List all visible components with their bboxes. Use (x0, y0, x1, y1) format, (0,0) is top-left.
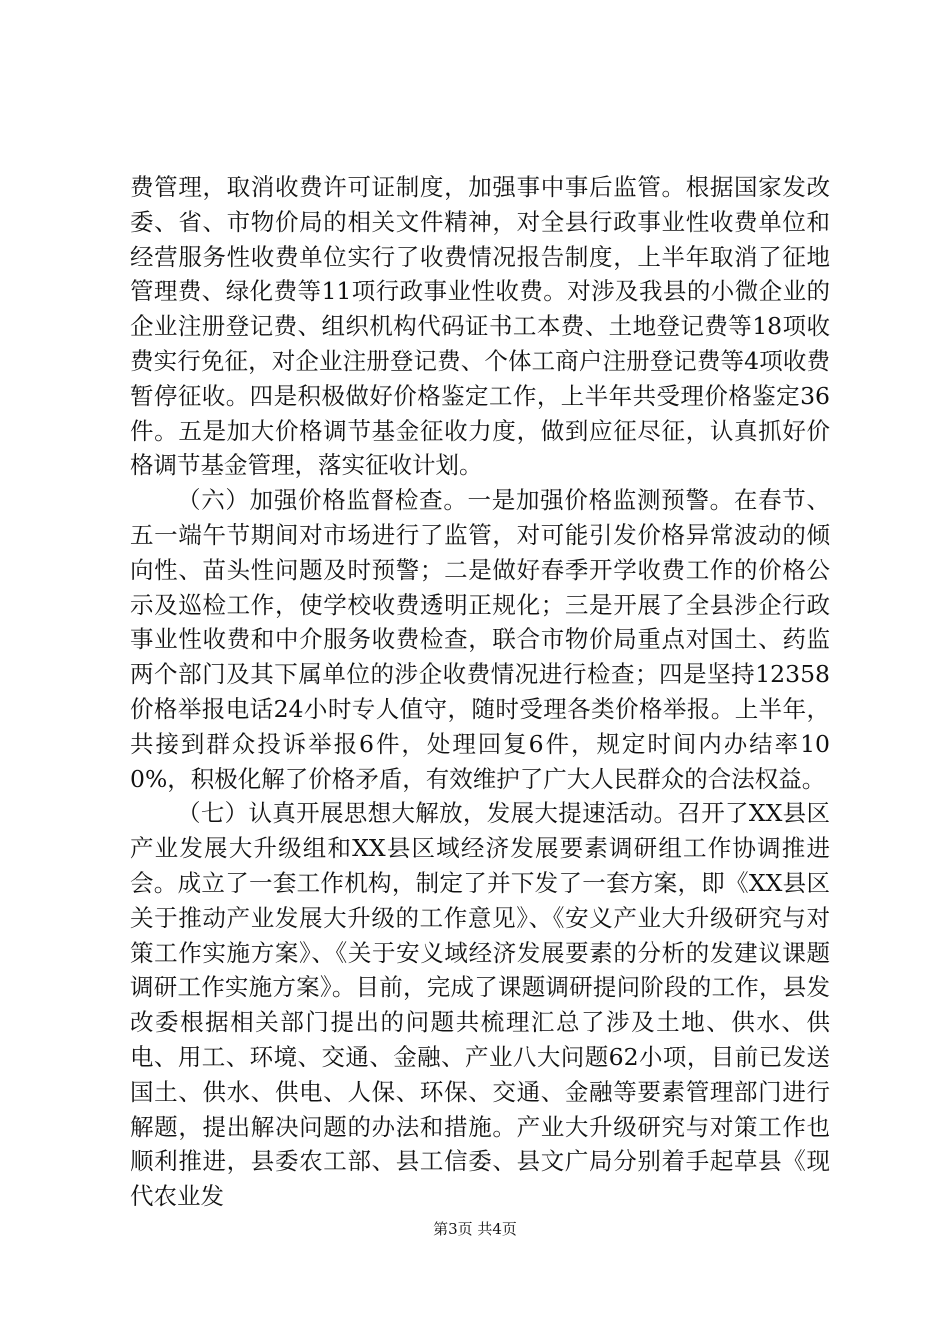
page-footer (0, 1218, 950, 1239)
paragraph-continued: 费管理，取消收费许可证制度，加强事中事后监管。根据国家发改委、省、市物价局的相关文件精神，对全县行政事业性收费单位和经营服务性收费单位实行了收费情况报告制度，上半年取消了征地管理费、绿化费等11项行政事业性收费。对涉及我县的小微企业的企业注册登记费、组织机构代码证书工本费、土地登记费等18项收费实行免征，对企业注册登记费、个体工商户注册登记费等4项收费暂停征收。四是积极做好价格鉴定工作，上半年共受理价格鉴定36件。五是加大价格调节基金征收力度，做到应征尽征，认真抓好价格调节基金管理，落实征收计划。 (130, 173, 830, 480)
document-body (130, 170, 830, 1214)
paragraph-section-6: （六）加强价格监督检查。一是加强价格监测预警。在春节、五一端午节期间对市场进行了监管，对可能引发价格异常波动的倾向性、苗头性问题及时预警；二是做好春季开学收费工作的价格公示及巡检工作，使学校收费透明正规化；三是开展了全县涉企行政事业性收费和中介服务收费检查，联合市物价局重点对国土、药监两个部门及其下属单位的涉企收费情况进行检查；四是坚持12358价格举报电话24小时专人值守，随时受理各类价格举报。上半年，共接到群众投诉举报6件，处理回复6件，规定时间内办结率100%，积极化解了价格矛盾，有效维护了广大人民群众的合法权益。 (130, 486, 830, 793)
page-number: 第3页 共4页 (433, 1220, 517, 1238)
paragraph-section-7: （七）认真开展思想大解放，发展大提速活动。召开了XX县区产业发展大升级组和XX县区域经济发展要素调研组工作协调推进会。成立了一套工作机构，制定了并下发了一套方案，即《XX县区关于推动产业发展大升级的工作意见》、《安义产业大升级研究与对策工作实施方案》、《关于安义域经济发展要素的分析的发建议课题调研工作实施方案》。目前，完成了课题调研提问阶段的工作，县发改委根据相关部门提出的问题共梳理汇总了涉及土地、供水、供电、用工、环境、交通、金融、产业八大问题62小项，目前已发送国土、供水、供电、人保、环保、交通、金融等要素管理部门进行解题，提出解决问题的办法和措施。产业大升级研究与对策工作也顺利推进，县委农工部、县工信委、县文广局分别着手起草县《现代农业发 (130, 799, 830, 1211)
